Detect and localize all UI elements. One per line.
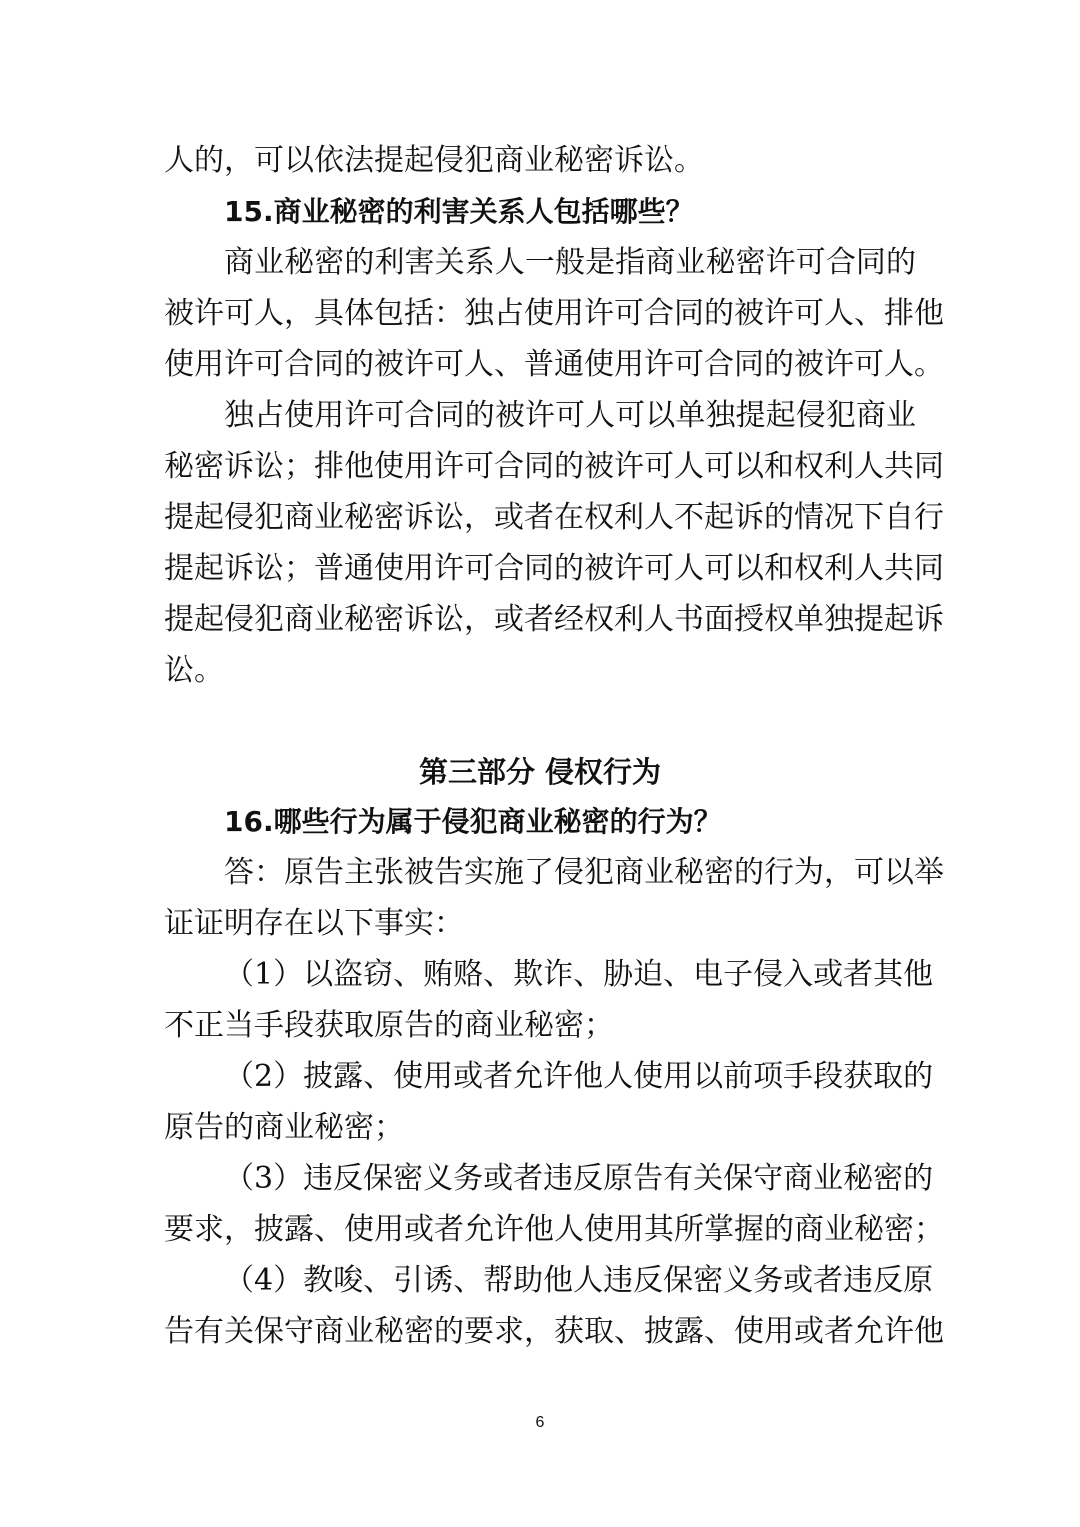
section-title: 第三部分 侵权行为 [418,755,662,789]
paragraph-line: 不正当手段获取原告的商业秘密； [164,1008,614,1043]
paragraph-line: 提起侵犯商业秘密诉讼，或者经权利人书面授权单独提起诉 [164,602,944,637]
paragraph-line: （2）披露、使用或者允许他人使用以前项手段获取的 [224,1059,934,1094]
paragraph-line: 独占使用许可合同的被许可人可以单独提起侵犯商业 [224,398,916,433]
paragraph-line: 商业秘密的利害关系人一般是指商业秘密许可合同的 [224,245,916,280]
paragraph-line: 答：原告主张被告实施了侵犯商业秘密的行为，可以举 [224,855,944,890]
paragraph-line: 提起侵犯商业秘密诉讼，或者在权利人不起诉的情况下自行 [164,500,944,535]
bottom-text-block [164,796,944,1357]
question-heading-15: 15.商业秘密的利害关系人包括哪些？ [224,195,694,228]
paragraph-line: 使用许可合同的被许可人、普通使用许可合同的被许可人。 [164,347,944,382]
paragraph-line: 提起诉讼；普通使用许可合同的被许可人可以和权利人共同 [164,551,944,586]
paragraph-line: 证证明存在以下事实： [164,906,464,941]
paragraph-line: 要求，披露、使用或者允许他人使用其所掌握的商业秘密； [164,1212,944,1247]
question-heading-16: 16.哪些行为属于侵犯商业秘密的行为？ [224,805,722,838]
paragraph-line: 原告的商业秘密； [164,1110,404,1145]
paragraph-line: 告有关保守商业秘密的要求，获取、披露、使用或者允许他 [164,1314,944,1349]
paragraph-line: 秘密诉讼；排他使用许可合同的被许可人可以和权利人共同 [164,449,944,484]
paragraph-line: （1）以盗窃、贿赂、欺诈、胁迫、电子侵入或者其他 [224,957,934,992]
paragraph-line: 讼。 [164,653,224,688]
paragraph-line: 人的，可以依法提起侵犯商业秘密诉讼。 [164,143,704,178]
paragraph-line: 被许可人，具体包括：独占使用许可合同的被许可人、排他 [164,296,944,331]
paragraph-line: （3）违反保密义务或者违反原告有关保守商业秘密的 [224,1161,934,1196]
top-text-block [164,135,944,696]
page-number: 6 [535,1414,545,1431]
paragraph-line: （4）教唆、引诱、帮助他人违反保密义务或者违反原 [224,1263,934,1298]
